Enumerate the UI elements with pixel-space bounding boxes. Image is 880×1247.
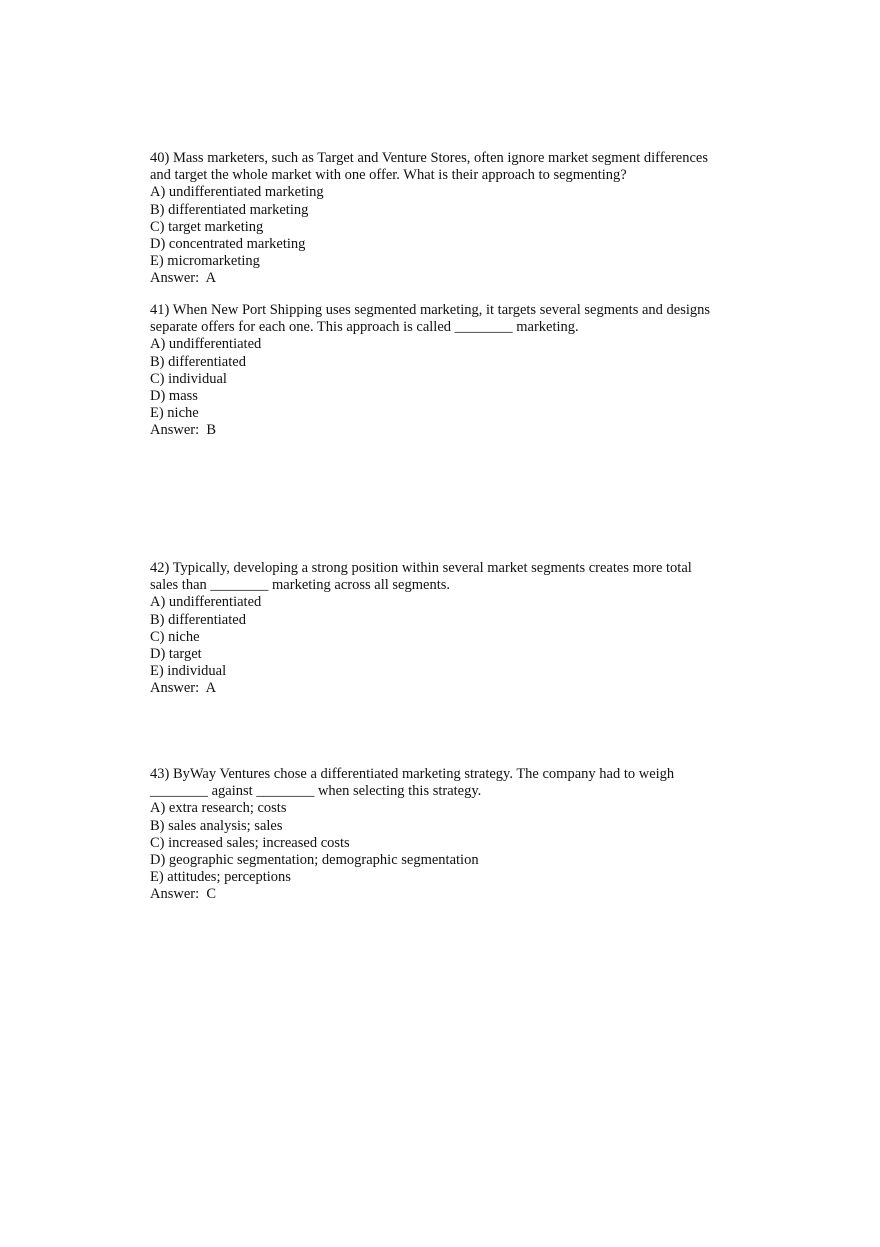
question-stem: 41) When New Port Shipping uses segmented marketing, it targets several segments and designs	[150, 302, 711, 318]
option-b: B) differentiated	[150, 611, 246, 628]
question-stem: and target the whole market with one offer. What is their approach to segmenting?	[150, 167, 627, 184]
option-a: A) undifferentiated	[150, 336, 262, 353]
option-b: B) sales analysis; sales	[150, 817, 283, 834]
question-42	[150, 560, 750, 698]
option-e: E) niche	[150, 405, 199, 422]
option-c: C) individual	[150, 370, 227, 387]
option-d: D) target	[150, 646, 202, 663]
question-stem: 42) Typically, developing a strong position within several market segments creates more total	[150, 560, 692, 576]
option-e: E) attitudes; perceptions	[150, 869, 291, 886]
option-d: D) concentrated marketing	[150, 236, 306, 253]
option-b: B) differentiated	[150, 353, 246, 370]
question-stem: ________ against ________ when selecting this strategy.	[150, 783, 482, 800]
option-e: E) micromarketing	[150, 253, 260, 270]
question-stem: 40) Mass marketers, such as Target and Venture Stores, often ignore market segment differences	[150, 150, 709, 166]
answer: Answer: B	[150, 422, 217, 439]
option-a: A) undifferentiated	[150, 594, 262, 611]
question-stem: separate offers for each one. This approach is called ________ marketing.	[150, 319, 579, 336]
question-43	[150, 766, 750, 904]
option-e: E) individual	[150, 663, 227, 680]
question-41	[150, 302, 750, 440]
question-stem: 43) ByWay Ventures chose a differentiated marketing strategy. The company had to weigh	[150, 766, 675, 782]
answer: Answer: A	[150, 680, 217, 697]
answer: Answer: A	[150, 270, 217, 287]
answer: Answer: C	[150, 886, 217, 903]
question-40	[150, 150, 750, 288]
option-c: C) target marketing	[150, 218, 264, 235]
option-b: B) differentiated marketing	[150, 201, 309, 218]
option-a: A) extra research; costs	[150, 800, 287, 817]
option-c: C) increased sales; increased costs	[150, 834, 350, 851]
option-a: A) undifferentiated marketing	[150, 184, 324, 201]
option-d: D) geographic segmentation; demographic segmentation	[150, 852, 479, 869]
option-d: D) mass	[150, 388, 198, 405]
question-stem: sales than ________ marketing across all segments.	[150, 577, 451, 594]
option-c: C) niche	[150, 628, 200, 645]
